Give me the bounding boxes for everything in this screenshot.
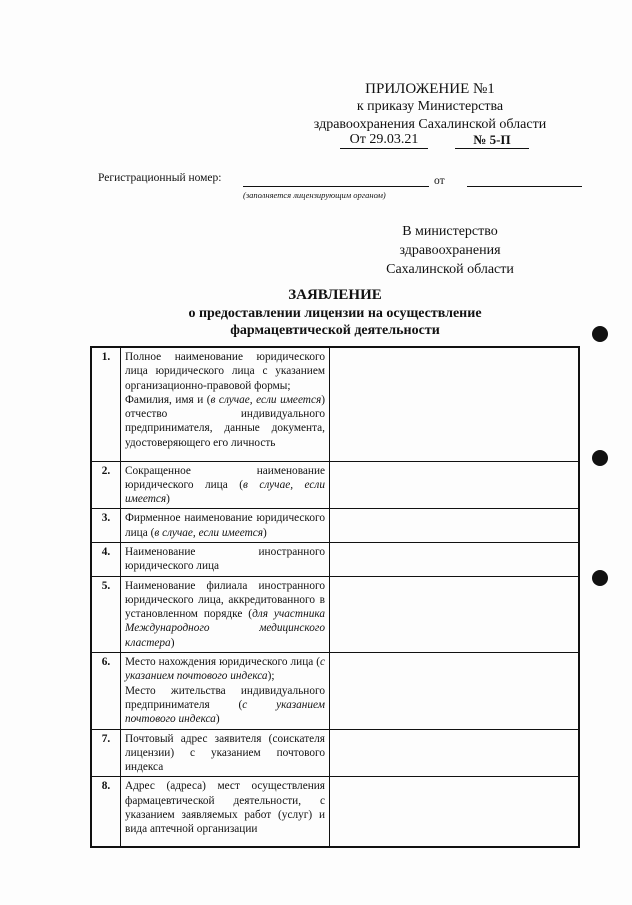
registration-date-field[interactable] [467,186,582,187]
row-label [121,461,330,509]
row-label-segment: ) отчество индивидуального предпринимателя, данные документа, удостоверяющего его личность [125,393,325,449]
row-label-segment: Наименование иностранного юридического лица [125,545,325,573]
ministry-reference: здравоохранения Сахалинской области [313,117,547,132]
row-label-segment: в случае, если имеется [154,526,264,539]
row-label-segment: Полное наименование юридического лица юридического лица с указанием организационно-правовой формы; [125,351,325,392]
row-label-segment: Место жительства индивидуального предпринимателя ( [125,684,325,711]
table-row [91,576,579,652]
row-label-segment: Почтовый адрес заявителя (соискателя лицензии) с указанием почтового индекса [125,732,325,774]
table-row [91,653,579,729]
row-label-segment: Фамилия, имя и ( [125,393,211,406]
row-value-field[interactable] [330,509,580,543]
row-label [121,509,330,543]
row-value-field[interactable] [330,461,580,509]
addressee-line-2: здравоохранения [399,243,501,258]
row-label-segment: ) [263,526,267,539]
row-label-segment: с указанием почтового индекса [125,656,325,683]
addressee-line-3: Сахалинской области [386,262,514,277]
application-table [90,346,580,848]
punch-hole [592,326,608,342]
row-label-segment: Фирменное наименование юридического лица ( [125,512,325,539]
table-row [91,729,579,777]
row-value-field[interactable] [330,542,580,576]
row-label [121,542,330,576]
row-number: 6. [91,653,121,729]
row-label-segment: ) [166,493,170,506]
order-number: № 5-П [455,132,529,149]
table-row [91,509,579,543]
row-number: 7. [91,729,121,777]
row-label-segment: в случае, если имеется [125,478,326,506]
row-label-segment: с указанием почтового индекса [125,698,325,726]
row-value-field[interactable] [330,576,580,652]
row-label [121,653,330,729]
addressee-line-1: В министерство [402,224,498,239]
row-label-segment: ) [215,713,220,726]
row-number: 5. [91,576,121,652]
row-number: 3. [91,509,121,543]
document-subtitle-1: о предоставлении лицензии на осуществление [188,306,482,321]
order-date: От 29.03.21 [340,132,428,149]
row-number: 2. [91,461,121,509]
row-label-segment: Наименование филиала иностранного юридического лица, аккредитованного в установленном порядке ( [125,579,325,621]
row-label-segment: Адрес (адреса) мест осуществления фармацевтической деятельности, с указанием заявляемых работ (услуг) и вида аптечной организации [125,780,325,836]
registration-hint: (заполняется лицензирующим органом) [243,190,386,200]
appendix-title: ПРИЛОЖЕНИЕ №1 [365,81,495,97]
document-subtitle-2: фармацевтической деятельности [230,323,440,338]
row-label-segment: ); [267,670,275,683]
table-row [91,347,579,461]
row-number: 4. [91,542,121,576]
punch-hole [592,570,608,586]
row-label-segment: для участника Международного медицинского кластера [125,608,325,649]
row-label-segment: Место нахождения юридического лица ( [125,656,320,669]
row-number: 8. [91,777,121,847]
row-label-segment: Сокращенное наименование юридического лица ( [125,464,325,491]
document-title: ЗАЯВЛЕНИЕ [288,287,382,303]
row-value-field[interactable] [330,777,580,847]
row-value-field[interactable] [330,347,580,461]
row-label-segment: в случае, если имеется [210,393,322,406]
row-number: 1. [91,347,121,461]
table-row [91,461,579,509]
row-value-field[interactable] [330,653,580,729]
table-row [91,777,579,847]
registration-number-field[interactable] [243,186,429,187]
from-label: от [434,175,445,187]
order-reference: к приказу Министерства [356,99,504,114]
row-label [121,777,330,847]
row-label [121,729,330,777]
row-label [121,576,330,652]
row-label-segment: ) [170,636,175,649]
registration-label: Регистрационный номер: [98,172,222,184]
punch-hole [592,450,608,466]
row-label [121,347,330,461]
table-row [91,542,579,576]
row-value-field[interactable] [330,729,580,777]
